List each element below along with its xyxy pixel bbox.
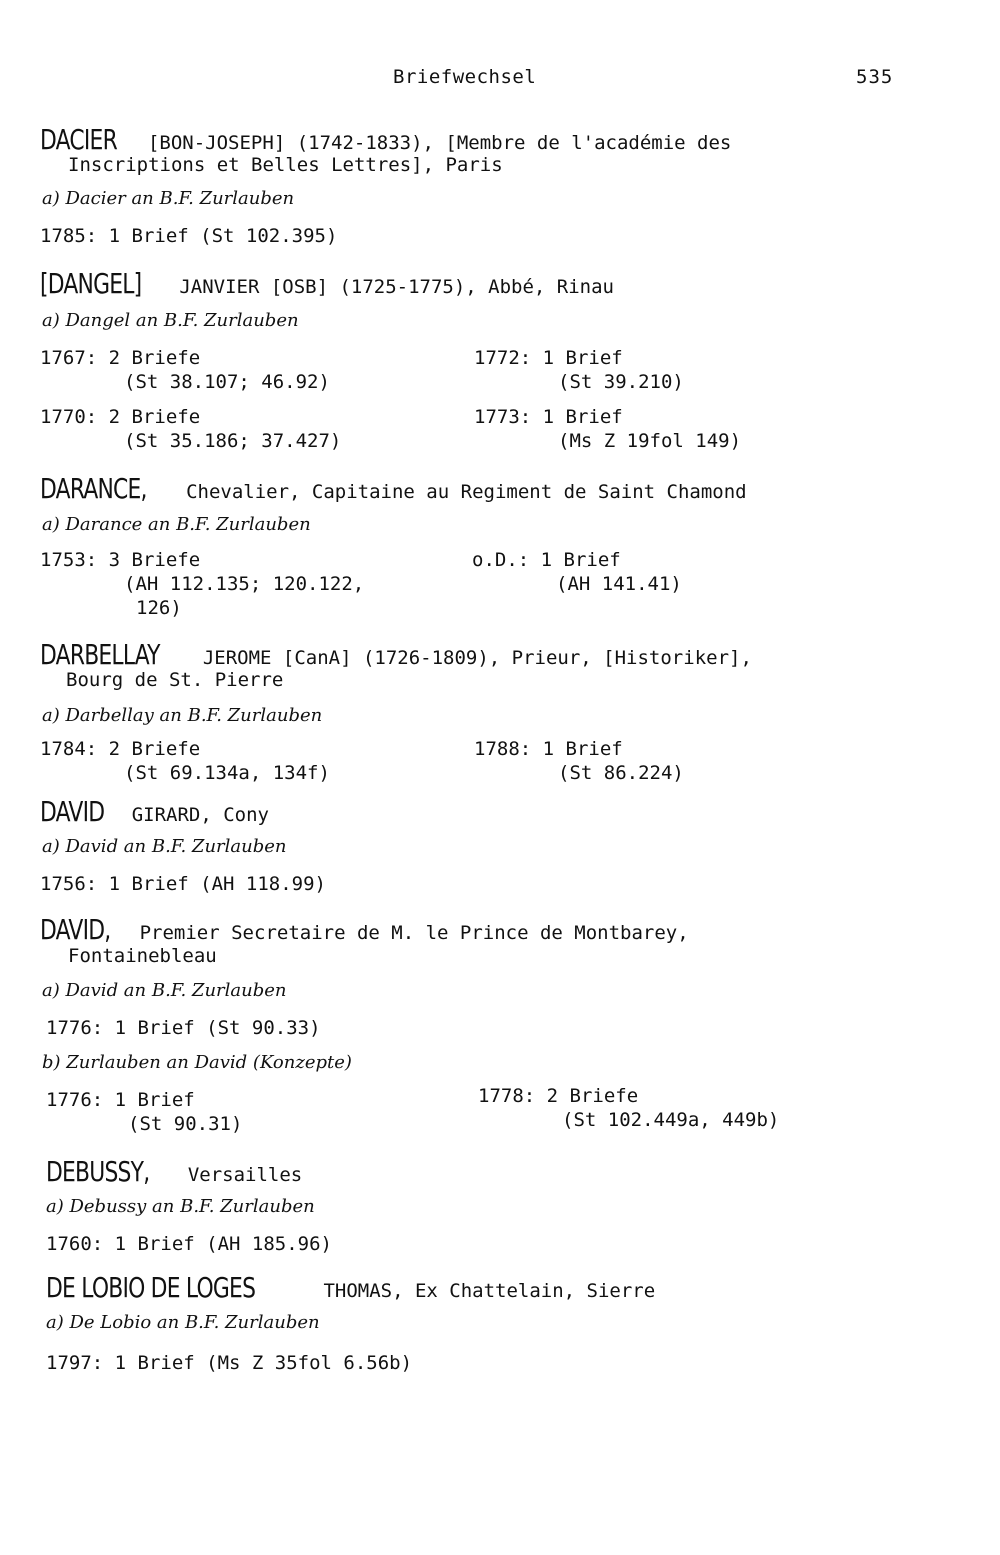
record-line: 1797: 1 Brief (Ms Z 35fol 6.56b) <box>46 1352 413 1374</box>
entry-description-continued: Inscriptions et Belles Lettres], Paris <box>68 154 503 176</box>
entry-description: THOMAS, Ex Chattelain, Sierre <box>323 1280 656 1302</box>
entry-headline <box>40 795 860 828</box>
page-header <box>0 62 1000 92</box>
entry-description: [BON-JOSEPH] (1742-1833), [Membre de l'académie des <box>147 132 732 154</box>
entry-name: DE LOBIO DE LOGES <box>46 1271 256 1304</box>
page-number: 535 <box>856 66 894 88</box>
record <box>46 1351 412 1375</box>
entry-description-continued: Bourg de St. Pierre <box>66 669 284 691</box>
section-label: b) Zurlauben an David (Konzepte) <box>42 1052 352 1073</box>
entry-headline <box>40 638 860 671</box>
section-label: a) David an B.F. Zurlauben <box>42 836 287 857</box>
record <box>46 1232 332 1256</box>
entry-headline <box>40 913 860 946</box>
entry-description: Versailles <box>187 1164 303 1186</box>
record-line: 1785: 1 Brief (St 102.395) <box>40 225 338 247</box>
record-line: 1776: 1 Brief <box>46 1089 195 1111</box>
entry-headline <box>40 267 860 300</box>
section-label: a) De Lobio an B.F. Zurlauben <box>46 1312 320 1333</box>
record-line: 1773: 1 Brief <box>474 406 623 428</box>
entry-description: GIRARD, Cony <box>131 804 269 826</box>
section-label: a) David an B.F. Zurlauben <box>42 980 287 1001</box>
entry-name: DAVID, <box>40 913 111 946</box>
record <box>474 405 741 453</box>
record <box>40 405 341 453</box>
record <box>40 872 326 896</box>
entry-headline <box>46 1155 866 1188</box>
record-line: 1753: 3 Briefe <box>40 549 201 571</box>
section-label: a) Dangel an B.F. Zurlauben <box>42 310 299 331</box>
section-label: a) Dacier an B.F. Zurlauben <box>42 188 295 209</box>
record <box>40 737 330 785</box>
record-reference: (St 69.134a, 134f) <box>124 762 330 784</box>
record-line: 1760: 1 Brief (AH 185.96) <box>46 1233 332 1255</box>
record-reference: (Ms Z 19fol 149) <box>558 430 742 452</box>
entry-description-continued: Fontainebleau <box>68 945 217 967</box>
entry-description: Premier Secretaire de M. le Prince de Montbarey, <box>139 922 689 944</box>
record-reference-continued: 126) <box>136 597 182 619</box>
record-line: o.D.: 1 Brief <box>472 549 621 571</box>
record-line: 1772: 1 Brief <box>474 347 623 369</box>
record-reference: (AH 112.135; 120.122, <box>124 573 365 595</box>
record-reference: (St 38.107; 46.92) <box>124 371 330 393</box>
record-reference: (St 86.224) <box>558 762 684 784</box>
record <box>478 1084 779 1132</box>
section-label: a) Darbellay an B.F. Zurlauben <box>42 705 323 726</box>
record <box>474 346 684 394</box>
entry-name: DACIER <box>40 123 117 156</box>
entry-name: DARANCE, <box>40 472 147 505</box>
record <box>474 737 684 785</box>
record <box>472 548 682 596</box>
entry-description: Chevalier, Capitaine au Regiment de Saint Chamond <box>186 481 747 503</box>
section-label: a) Debussy an B.F. Zurlauben <box>46 1196 315 1217</box>
record <box>40 346 330 394</box>
record-line: 1788: 1 Brief <box>474 738 623 760</box>
record-reference: (AH 141.41) <box>556 573 682 595</box>
entry-headline <box>46 1271 866 1304</box>
record <box>40 548 364 620</box>
entry-name: DAVID <box>40 795 105 828</box>
record-line: 1770: 2 Briefe <box>40 406 201 428</box>
entry-headline <box>40 123 860 156</box>
entry-name: DARBELLAY <box>40 638 160 671</box>
entry-name: [DANGEL] <box>40 267 142 300</box>
entry-description: JEROME [CanA] (1726-1809), Prieur, [Historiker], <box>202 647 752 669</box>
record <box>40 224 337 248</box>
record-line: 1767: 2 Briefe <box>40 347 201 369</box>
record-line: 1756: 1 Brief (AH 118.99) <box>40 873 326 895</box>
record-reference: (St 35.186; 37.427) <box>124 430 342 452</box>
running-title: Briefwechsel <box>393 66 537 88</box>
record-line: 1784: 2 Briefe <box>40 738 201 760</box>
record <box>46 1088 242 1136</box>
record-reference: (St 102.449a, 449b) <box>562 1109 780 1131</box>
entry-name: DEBUSSY, <box>46 1155 150 1188</box>
record-line: 1778: 2 Briefe <box>478 1085 639 1107</box>
record-reference: (St 39.210) <box>558 371 684 393</box>
section-label: a) Darance an B.F. Zurlauben <box>42 514 311 535</box>
record-reference: (St 90.31) <box>128 1113 243 1135</box>
record-line: 1776: 1 Brief (St 90.33) <box>46 1017 321 1039</box>
record <box>46 1016 321 1040</box>
entry-description: JANVIER [OSB] (1725-1775), Abbé, Rinau <box>179 276 614 298</box>
entry-headline <box>40 472 860 505</box>
